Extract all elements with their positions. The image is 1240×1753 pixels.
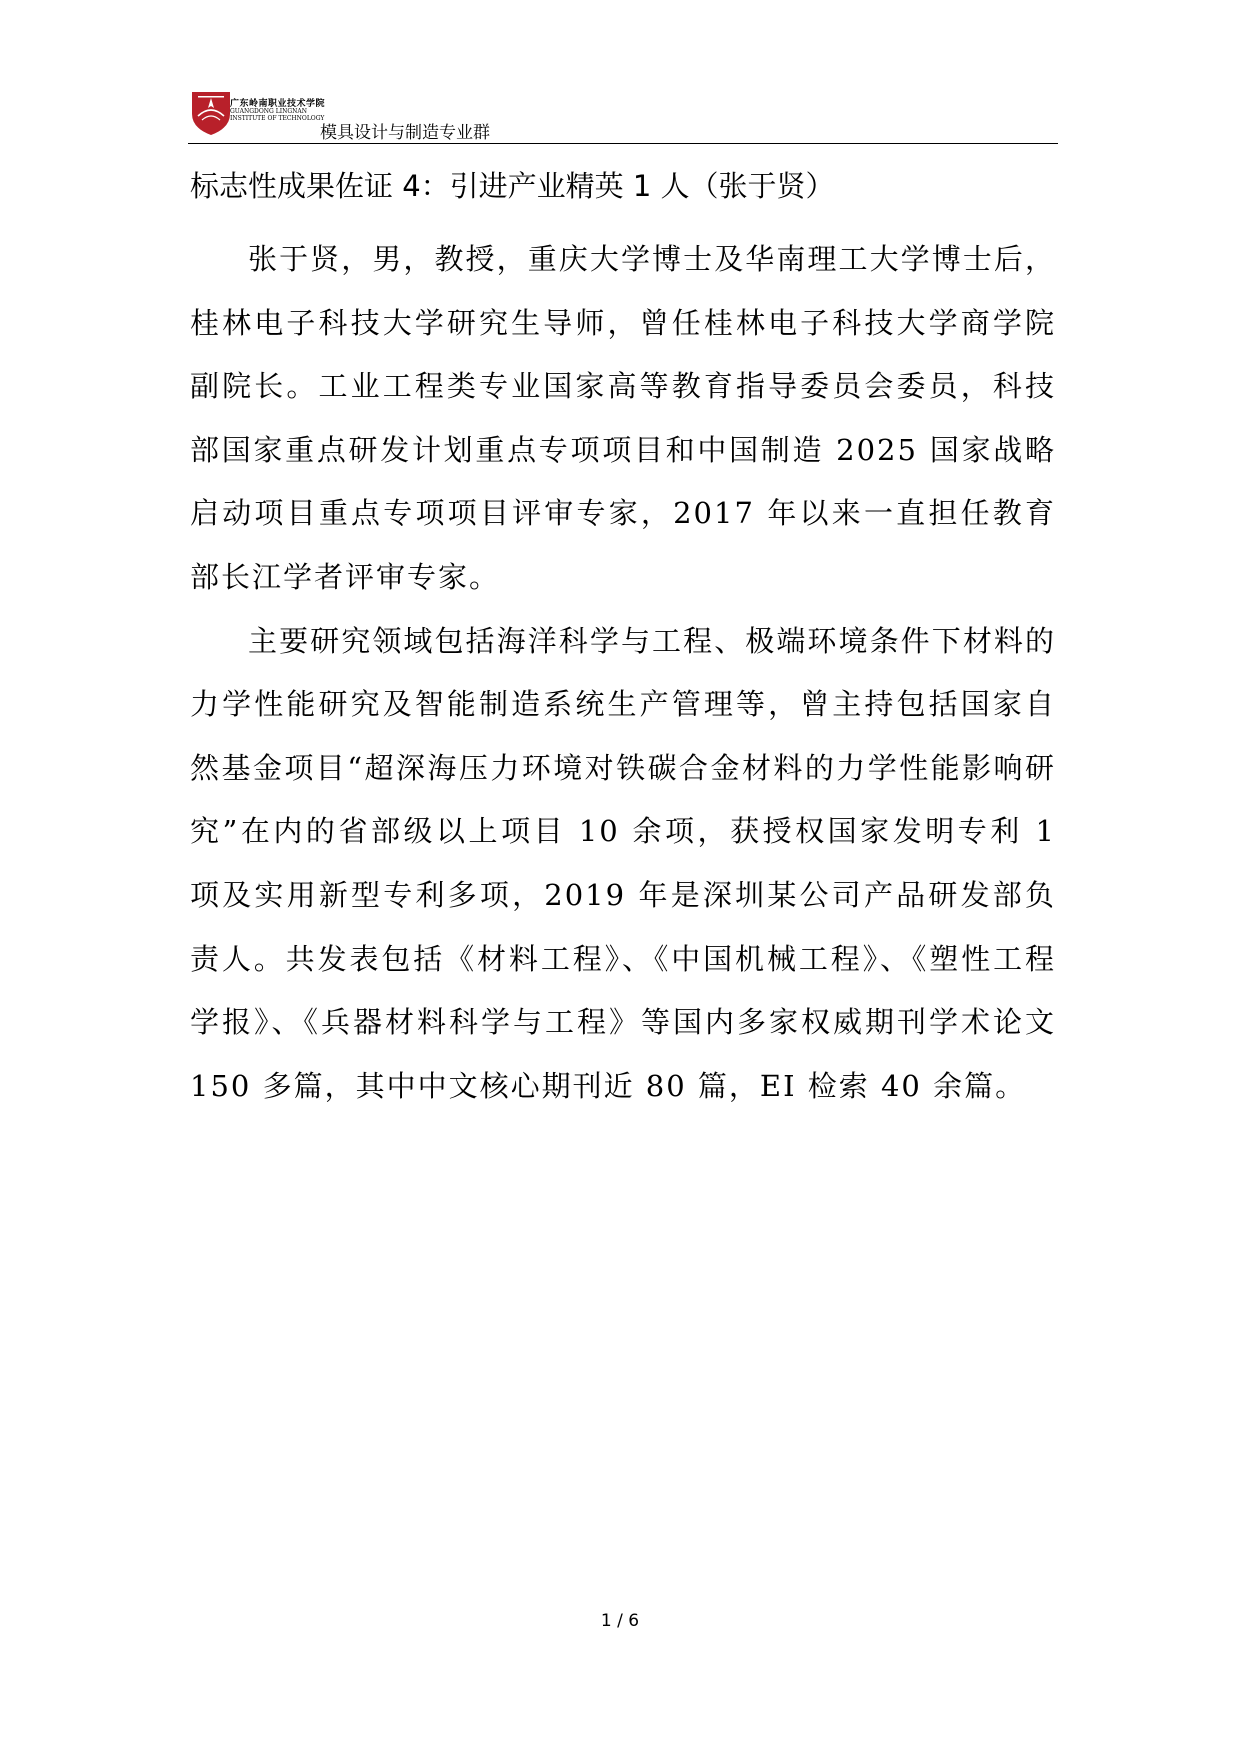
header-divider xyxy=(188,143,1058,144)
institution-name-en: GUANGDONG LINGNAN INSTITUTE OF TECHNOLOGY xyxy=(230,108,325,122)
paragraph-research: 主要研究领域包括海洋科学与工程、极端环境条件下材料的力学性能研究及智能制造系统生产管理等，曾主持包括国家自然基金项目“超深海压力环境对铁碳合金材料的力学性能影响研究”在内的省部级以上项目 10 余项，获授权国家发明专利 1 项及实用新型专利多项，2019 年是深圳某公司产品研发部负责人。共发表包括《材料工程》、《中国机械工程》、《塑性工程学报》、《兵器材料科学与工程》等国内多家权威期刊学术论文 150 多篇，其中中文核心期刊近 80 篇，EI 检索 40 余篇。 xyxy=(190,623,1056,1103)
paragraph-biography: 张于贤，男，教授，重庆大学博士及华南理工大学博士后，桂林电子科技大学研究生导师，曾任桂林电子科技大学商学院副院长。工业工程类专业国家高等教育指导委员会委员，科技部国家重点研发计划重点专项项目和中国制造 2025 国家战略启动项目重点专项项目评审专家，2017 年以来一直担任教育部长江学者评审专家。 xyxy=(190,242,1056,594)
document-body xyxy=(190,228,1056,1118)
institution-name-cn: 广东岭南职业技术学院 xyxy=(230,99,326,109)
page-number: 1 / 6 xyxy=(600,1611,640,1631)
page-title: 标志性成果佐证 4：引进产业精英 1 人（张于贤） xyxy=(190,169,835,203)
group-name: 模具设计与制造专业群 xyxy=(320,123,490,143)
